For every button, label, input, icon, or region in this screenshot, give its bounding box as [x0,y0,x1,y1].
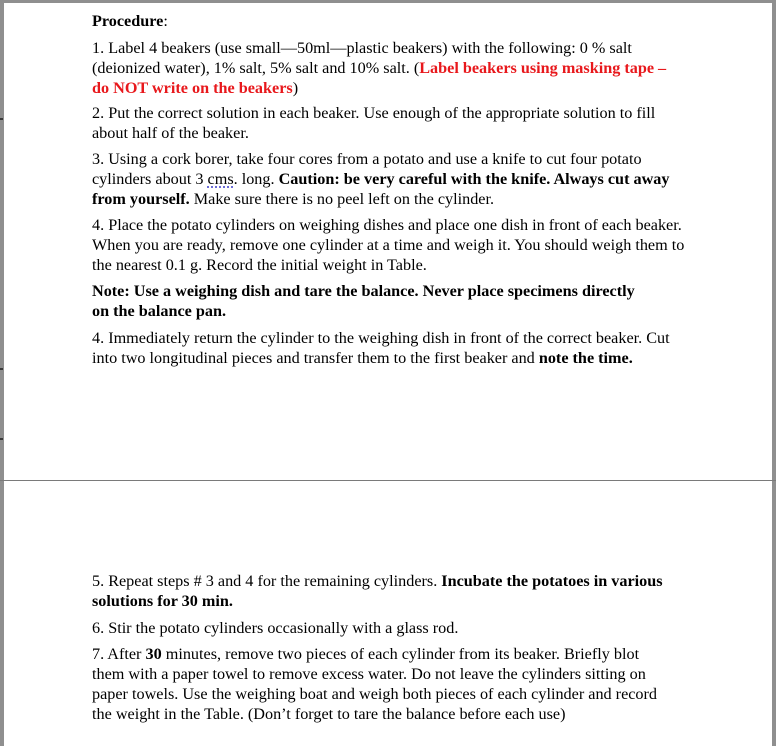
step-1 [92,38,684,98]
step-7 [92,644,664,724]
frame-right-border [772,0,776,746]
edge-marker [0,118,3,120]
edge-marker [0,438,3,440]
step-3 [92,149,677,209]
step-7-text-2: minutes, remove two pieces of each cylinder from its beaker. Briefly blot them with a paper towel to remove excess water. Do not leave the cylinders sitting on paper towels. Use the weighing boat and weigh both pieces of each cylinder and record the weight in the Table. (Don’t forget to tare the balance before each use) [92,645,658,723]
step-7-text: 7. After [92,645,146,663]
step-3-caution: Caution: be very careful with the knife. Always cut away from yourself. [92,170,670,208]
procedure-heading [92,11,692,31]
step-2: 2. Put the correct solution in each beaker. Use enough of the appropriate solution to fill about half of the beaker. [92,104,656,142]
step-5-text: 5. Repeat steps # 3 and 4 for the remaining cylinders. [92,572,442,590]
heading-colon: : [163,12,168,30]
note-text: Note: Use a weighing dish and tare the balance. Never place specimens directly on the balance pan. [92,282,635,320]
step-4b-bold: note the time. [538,349,633,367]
heading-text: Procedure [92,12,164,30]
step-6: 6. Stir the potato cylinders occasionally with a glass rod. [92,619,459,637]
step-1-text: 1. Label 4 beakers (use small—50ml—plastic beakers) with the following: 0 % salt (deionized water), 1% salt, 5% salt and 10% salt. ( [92,39,632,77]
step-3-text-2: . long. [233,170,279,188]
step-3-unit: cms [207,170,234,188]
step-3-text: 3. Using a cork borer, take four cores from a potato and use a knife to cut four potato cylinders about 3 [92,150,642,188]
frame-left-border [0,0,4,746]
step-4: 4. Place the potato cylinders on weighing dishes and place one dish in front of each beaker. When you are ready, remove one cylinder at a time and weigh it. You should weigh them to the nearest 0.1 g. Record the initial weight in Table. [92,216,685,274]
step-1-warning: Label beakers using masking tape – do NOT write on the beakers [92,59,667,97]
step-3-text-3: Make sure there is no peel left on the cylinder. [189,190,495,208]
step-1-close: ) [292,79,299,97]
step-4b [92,328,677,368]
step-7-bold: 30 [145,645,162,663]
page-break-divider [0,480,776,481]
step-4-note [92,281,652,321]
step-4b-text: 4. Immediately return the cylinder to the weighing dish in front of the correct beaker. Cut into two longitudinal pieces and transfer them to the first beaker and [92,329,670,367]
step-5-bold: Incubate the potatoes in various solutions for 30 min. [92,572,663,610]
step-5 [92,571,672,611]
edge-marker [0,368,3,370]
frame-top-border [0,0,776,3]
